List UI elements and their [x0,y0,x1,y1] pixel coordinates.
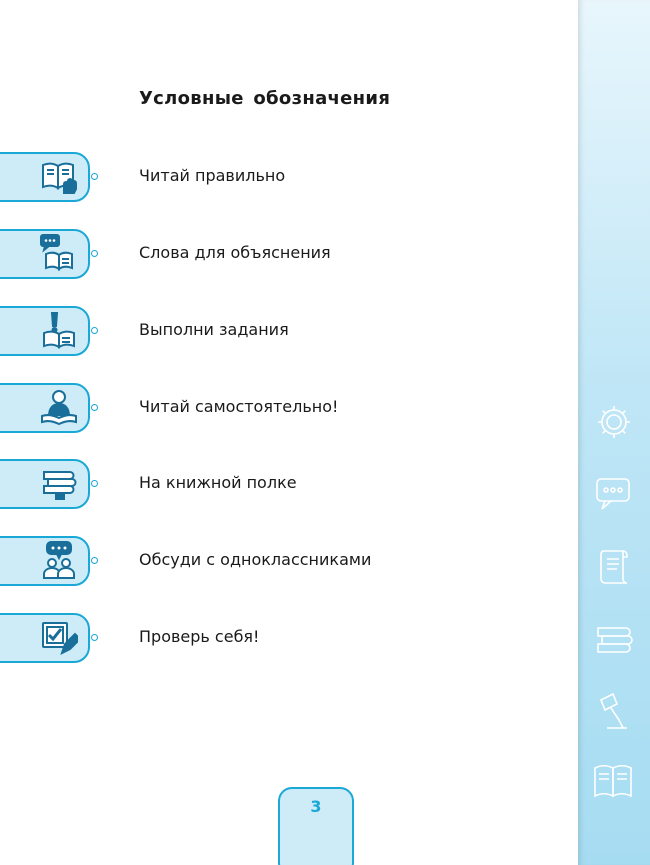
scroll-icon [578,546,650,588]
legend-label: Выполни задания [139,320,289,339]
reader-icon [40,388,78,426]
discussion-icon [40,541,78,579]
speech-bubble-icon [578,474,650,512]
legend-item-do-tasks [0,306,560,356]
tab-connector-dot [91,250,98,257]
book-exclamation-icon [40,311,78,349]
book-stack-icon [578,622,650,658]
legend-label: Слова для объяснения [139,243,331,262]
legend-item-words-explanation [0,229,560,279]
legend-label: Читай самостоятельно! [139,397,339,416]
lamp-icon [578,688,650,732]
tab-connector-dot [91,480,98,487]
legend-item-check-yourself [0,613,560,663]
gear-icon [578,402,650,442]
legend-item-read-independently [0,383,560,433]
tab-connector-dot [91,557,98,564]
decorative-side-strip [578,0,650,865]
legend-label: Проверь себя! [139,627,260,646]
page-number: 3 [310,797,322,816]
book-pointer-icon [40,157,78,195]
legend-item-book-shelf [0,459,560,509]
book-speech-icon [40,234,78,272]
tab-connector-dot [91,173,98,180]
book-stack-icon [40,464,78,502]
page-title: Условные обозначения [139,88,391,109]
checkbox-pencil-icon [40,618,78,656]
legend-item-read-correctly [0,152,560,202]
legend-label: Обсуди с одноклассниками [139,550,372,569]
legend-label: На книжной полке [139,473,297,492]
legend-label: Читай правильно [139,166,286,185]
legend-item-discuss [0,536,560,586]
tab-connector-dot [91,327,98,334]
tab-connector-dot [91,634,98,641]
open-book-icon [578,756,650,806]
page-number-tab [278,787,354,865]
tab-connector-dot [91,404,98,411]
